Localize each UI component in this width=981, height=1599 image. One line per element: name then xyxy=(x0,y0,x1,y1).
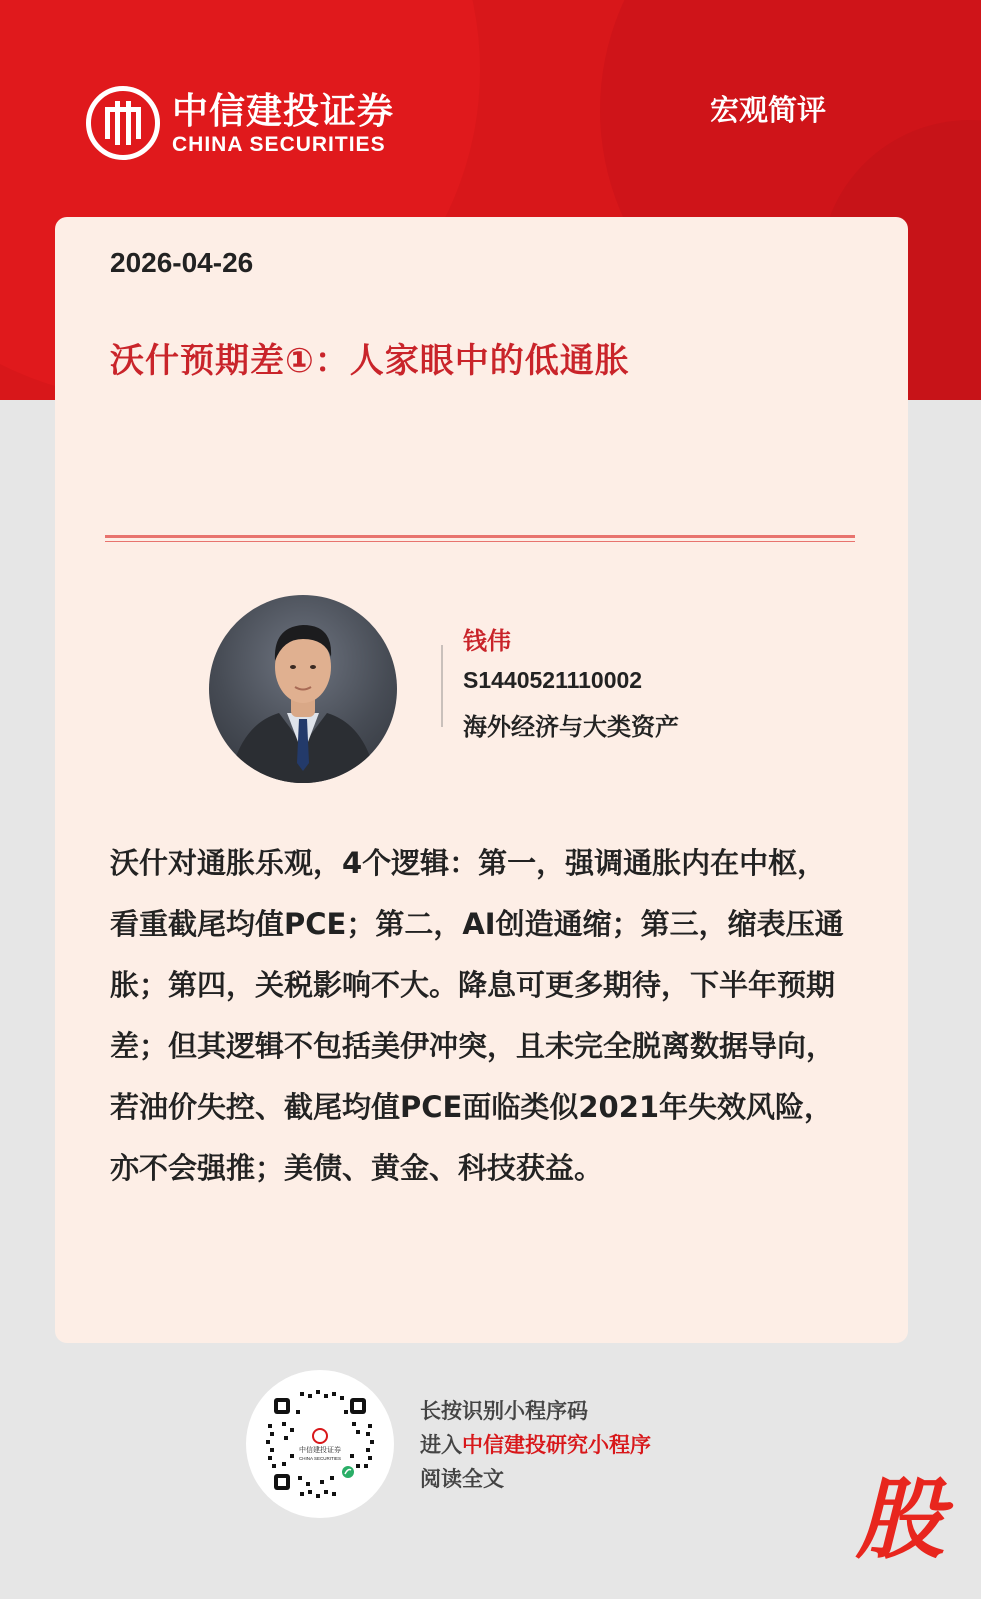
author-avatar xyxy=(209,595,397,783)
brand-name-en: CHINA SECURITIES xyxy=(172,133,386,156)
citic-logo-icon xyxy=(86,86,160,160)
author-separator xyxy=(441,645,443,727)
divider xyxy=(105,541,855,542)
qr-center-brand-cn: 中信建投证券 xyxy=(299,1446,341,1454)
author-license-id: S1440521110002 xyxy=(463,667,643,693)
stock-logo-icon: 股 xyxy=(855,1468,944,1571)
brand-logo xyxy=(86,86,394,160)
report-summary: 沃什对通胀乐观，4个逻辑：第一，强调通胀内在中枢，看重截尾均值PCE；第二，AI创造通缩；第三，缩表压通胀；第四，关税影响不大。降息可更多期待，下半年预期差；但其逻辑不包括美伊冲突，且未完全脱离数据导向，若油价失控、截尾均值PCE面临类似2021年失效风险，亦不会强推；美债、黄金、科技获益。 xyxy=(110,846,844,1185)
avatar-photo xyxy=(209,595,397,783)
mini-program-name: 中信建投研究小程序 xyxy=(462,1432,651,1457)
report-title: 沃什预期差①：人家眼中的低通胀 xyxy=(110,341,630,381)
report-card xyxy=(55,217,908,1343)
report-category: 宏观简评 xyxy=(709,93,826,127)
report-date: 2026-04-26 xyxy=(110,247,254,278)
qr-instructions xyxy=(420,1394,651,1496)
qr-center-brand-en: CHINA SECURITIES xyxy=(298,1456,342,1461)
qr-instruction-line2: 进入中信建投研究小程序 xyxy=(420,1432,651,1457)
author-name: 钱伟 xyxy=(463,627,511,655)
wechat-mini-program-icon xyxy=(342,1466,354,1478)
qr-code[interactable] xyxy=(246,1370,394,1518)
qr-instruction-line3: 阅读全文 xyxy=(420,1466,504,1491)
brand-name-cn: 中信建投证券 xyxy=(172,90,395,132)
qr-instruction-line1: 长按识别小程序码 xyxy=(420,1398,588,1423)
divider xyxy=(105,535,855,538)
author-department: 海外经济与大类资产 xyxy=(463,713,679,741)
